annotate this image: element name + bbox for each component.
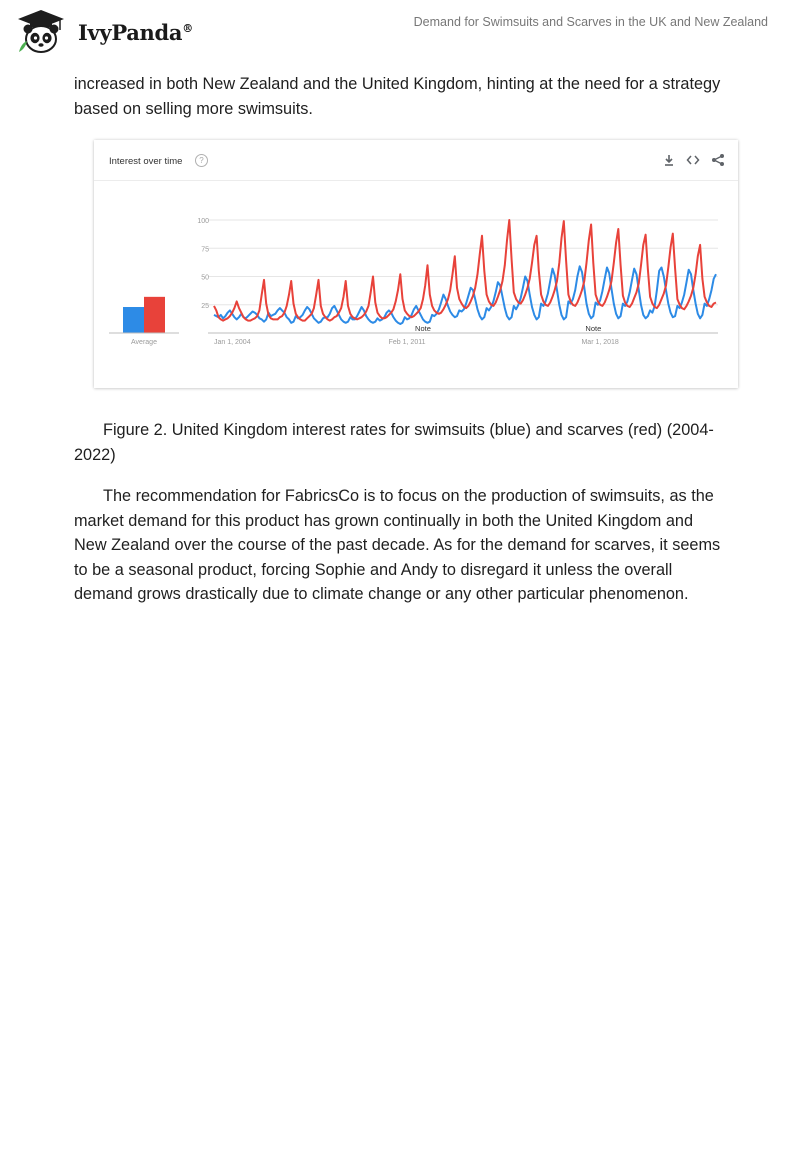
download-icon[interactable] — [662, 153, 676, 167]
interest-over-time-figure — [94, 140, 738, 388]
note-marker: Note — [585, 324, 602, 333]
y-tick-label: 100 — [197, 218, 209, 225]
y-tick-label: 75 — [201, 246, 209, 254]
note-marker: Note — [415, 324, 431, 333]
interest-chart — [94, 180, 738, 388]
figure-title: Interest over time — [109, 156, 183, 167]
embed-code-icon[interactable] — [686, 153, 700, 167]
share-icon[interactable] — [711, 153, 725, 167]
panda-logo-icon — [16, 8, 66, 56]
x-tick-label: Jan 1, 2004 — [214, 339, 251, 346]
swimsuits-average-bar — [123, 307, 144, 333]
scarves-average-bar — [144, 297, 165, 333]
document-title: Demand for Swimsuits and Scarves in the UK and New Zealand — [413, 15, 768, 29]
figure-header — [94, 140, 738, 181]
ivypanda-logo[interactable] — [16, 8, 196, 56]
average-label: Average — [131, 339, 157, 346]
paragraph: The recommendation for FabricsCo is to focus on the production of swimsuits, as the market demand for this product has grown continually in both the United Kingdom and New Zealand over the course of the past decade. As for the demand for scarves, it seems to be a seasonal product, forcing Sophie and Andy to disregard it unless the overall demand grows drastically due to climate change or any other particular phenomenon. — [74, 487, 721, 604]
x-tick-label: Feb 1, 2011 — [388, 339, 426, 346]
paragraph: increased in both New Zealand and the United Kingdom, hinting at the need for a strategy based on selling more swimsuits. — [74, 75, 721, 118]
question-circle-icon[interactable]: ? — [195, 154, 208, 167]
figure-caption: Figure 2. United Kingdom interest rates for swimsuits (blue) and scarves (red) (2004-2022) — [74, 421, 714, 464]
page-header — [0, 0, 800, 60]
x-tick-label: Mar 1, 2018 — [581, 339, 619, 346]
y-tick-label: 50 — [201, 274, 209, 282]
y-tick-label: 25 — [201, 302, 209, 310]
brand-name: IvyPanda® — [78, 20, 193, 45]
